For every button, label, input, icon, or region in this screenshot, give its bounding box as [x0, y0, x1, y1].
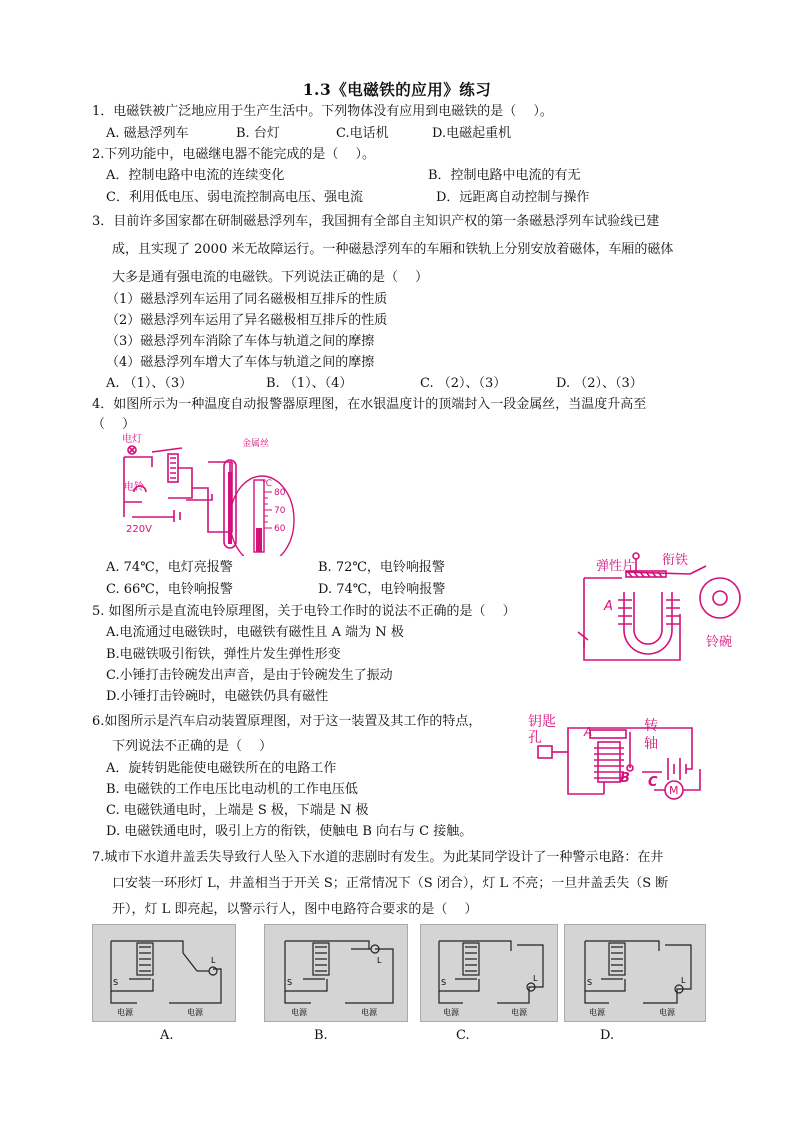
q7-d-label-l: L: [681, 976, 686, 985]
q3-option-b: B. （1）、（4）: [266, 376, 353, 391]
q6-option-b: B. 电磁铁的工作电压比电动机的工作电压低: [106, 782, 358, 797]
q4-option-b: B. 72℃，电铃响报警: [318, 560, 445, 575]
q6-label-a: A: [584, 725, 593, 739]
q3-option-c: C. （2）、（3）: [420, 376, 507, 391]
q3-statement-3: （3）磁悬浮列车消除了车体与轨道之间的摩擦: [106, 334, 375, 349]
q6-label-c: C: [648, 775, 658, 790]
q7-circuit-a: [92, 924, 236, 1022]
q7-line-1: 7.城市下水道井盖丢失导致行人坠入下水道的悲剧时有发生。为此某同学设计了一种警示电路：在井: [92, 850, 664, 865]
q7-c-label-source-1: 电源: [443, 1008, 459, 1017]
q3-option-a: A. （1）、（3）: [106, 376, 193, 391]
page-title: 1.3《电磁铁的应用》练习: [302, 80, 492, 99]
q4-option-d: D. 74℃，电铃响报警: [318, 582, 446, 597]
q3-statement-1: （1）磁悬浮列车运用了同名磁极相互排斥的性质: [106, 292, 388, 307]
q1-option-d: D.电磁起重机: [432, 126, 512, 141]
q6-option-d: D. 电磁铁通电时，吸引上方的衔铁，使触电 B 向右与 C 接触。: [106, 824, 473, 839]
q4-scale-60: 60: [274, 524, 286, 534]
q7-a-label-source-1: 电源: [117, 1008, 133, 1017]
q7-a-label-l: L: [211, 956, 216, 965]
q5-label-armature: 衔铁: [662, 553, 689, 568]
q7-b-label-source-2: 电源: [361, 1008, 377, 1017]
q1-option-b: B. 台灯: [236, 126, 280, 141]
q5-stem: 5. 如图所示是直流电铃原理图，关于电铃工作时的说法不正确的是（ ）: [92, 604, 516, 619]
q4-option-c: C. 66℃，电铃响报警: [106, 582, 233, 597]
q7-b-label-s: S: [287, 978, 293, 987]
q4-scale-80: 80: [274, 488, 286, 498]
q3-statement-2: （2）磁悬浮列车运用了异名磁极相互排斥的性质: [106, 313, 388, 328]
q5-option-c: C.小锤打击铃碗发出声音，是由于铃碗发生了振动: [106, 668, 393, 683]
q3-line-2: 成，且实现了 2000 米无故障运行。一种磁悬浮列车的车厢和铁轨上分别安放着磁体，车厢的磁体: [112, 242, 674, 257]
q2-option-c: C．利用低电压、弱电流控制高电压、强电流: [106, 190, 363, 205]
q7-line-3: 开），灯 L 即亮起，以警示行人，图中电路符合要求的是（ ）: [112, 902, 478, 917]
q3-option-d: D. （2）、（3）: [556, 376, 643, 391]
q5-option-b: B.电磁铁吸引衔铁，弹性片发生弹性形变: [106, 647, 341, 662]
q5-option-a: A.电流通过电磁铁时，电磁铁有磁性且 A 端为 N 极: [106, 625, 404, 640]
q6-label-axis-1: 转: [644, 718, 658, 734]
q7-c-label-l: L: [533, 974, 538, 983]
q6-stem: 6.如图所示是汽车启动装置原理图，对于这一装置及其工作的特点，: [92, 714, 482, 729]
q1-option-a: A. 磁悬浮列车: [106, 126, 189, 141]
q4-label-bell: 电铃: [124, 482, 144, 493]
q7-circuit-c: [420, 924, 558, 1022]
q1-option-c: C.电话机: [336, 126, 389, 141]
q5-label-spring: 弹性片: [596, 559, 636, 574]
q6-option-c: C. 电磁铁通电时，上端是 S 极，下端是 N 极: [106, 803, 369, 818]
q7-circuit-d: [564, 924, 706, 1022]
q7-caption-d: D.: [600, 1028, 615, 1043]
q6-starter-diagram: [524, 708, 724, 804]
q7-d-label-s: S: [587, 978, 593, 987]
q4-label-lamp: 电灯: [122, 434, 142, 445]
q1-stem: 1．电磁铁被广泛地应用于生产生活中。下列物体没有应用到电磁铁的是（ ）。: [92, 104, 553, 119]
q7-d-label-source-2: 电源: [659, 1008, 675, 1017]
q6-stem-2: 下列说法不正确的是（ ）: [112, 739, 273, 754]
q7-circuit-b: [264, 924, 408, 1022]
q3-statement-4: （4）磁悬浮列车增大了车体与轨道之间的摩擦: [106, 355, 375, 370]
q2-option-d: D．远距离自动控制与操作: [436, 190, 590, 205]
q5-bell-diagram: [570, 544, 750, 668]
q7-c-label-source-2: 电源: [511, 1008, 527, 1017]
q6-option-a: A．旋转钥匙能使电磁铁所在的电路工作: [106, 761, 337, 776]
q6-label-axis-2: 轴: [644, 736, 658, 752]
q2-stem: 2.下列功能中，电磁继电器不能完成的是（ ）。: [92, 147, 376, 162]
q4-label-wire: 金属丝: [242, 439, 270, 449]
q7-c-label-s: S: [441, 978, 447, 987]
q2-option-b: B．控制电路中电流的有无: [428, 168, 581, 183]
q7-b-label-l: L: [377, 956, 382, 965]
q7-d-label-source-1: 电源: [589, 1008, 605, 1017]
q7-caption-a: A.: [160, 1028, 174, 1043]
q6-label-motor: M: [669, 784, 679, 797]
q7-line-2: 口安装一环形灯 L，井盖相当于开关 S；正常情况下（S 闭合），灯 L 不亮；一旦井盖丢失（S 断: [112, 876, 669, 891]
q5-label-bowl: 铃碗: [706, 635, 733, 650]
q5-label-end-a: A: [604, 599, 613, 614]
q4-stem: 4．如图所示为一种温度自动报警器原理图，在水银温度计的顶端封入一段金属丝，当温度升高至: [92, 397, 647, 412]
q7-caption-b: B.: [314, 1028, 328, 1043]
q4-option-a: A. 74℃，电灯亮报警: [106, 560, 233, 575]
q7-a-label-s: S: [113, 978, 119, 987]
q7-b-label-source-1: 电源: [291, 1008, 307, 1017]
q4-label-voltage: 220V: [126, 524, 152, 535]
q4-stem-bracket: （ ）: [92, 417, 136, 432]
q4-alarm-diagram: [112, 432, 302, 556]
q3-line-1: 3．目前许多国家都在研制磁悬浮列车，我国拥有全部自主知识产权的第一条磁悬浮列车试验线已建: [92, 214, 660, 229]
q2-option-a: A．控制电路中电流的连续变化: [106, 168, 285, 183]
q6-label-b: B: [620, 771, 630, 786]
q4-label-unit: ℃: [262, 479, 273, 489]
q7-caption-c: C.: [456, 1028, 470, 1043]
q6-label-key: 钥匙: [528, 714, 556, 730]
q5-option-d: D.小锤打击铃碗时，电磁铁仍具有磁性: [106, 689, 329, 704]
q3-line-3: 大多是通有强电流的电磁铁。下列说法正确的是（ ）: [112, 270, 429, 285]
q4-scale-70: 70: [274, 506, 286, 516]
q6-label-hole: 孔: [528, 730, 542, 746]
q7-a-label-source-2: 电源: [187, 1008, 203, 1017]
